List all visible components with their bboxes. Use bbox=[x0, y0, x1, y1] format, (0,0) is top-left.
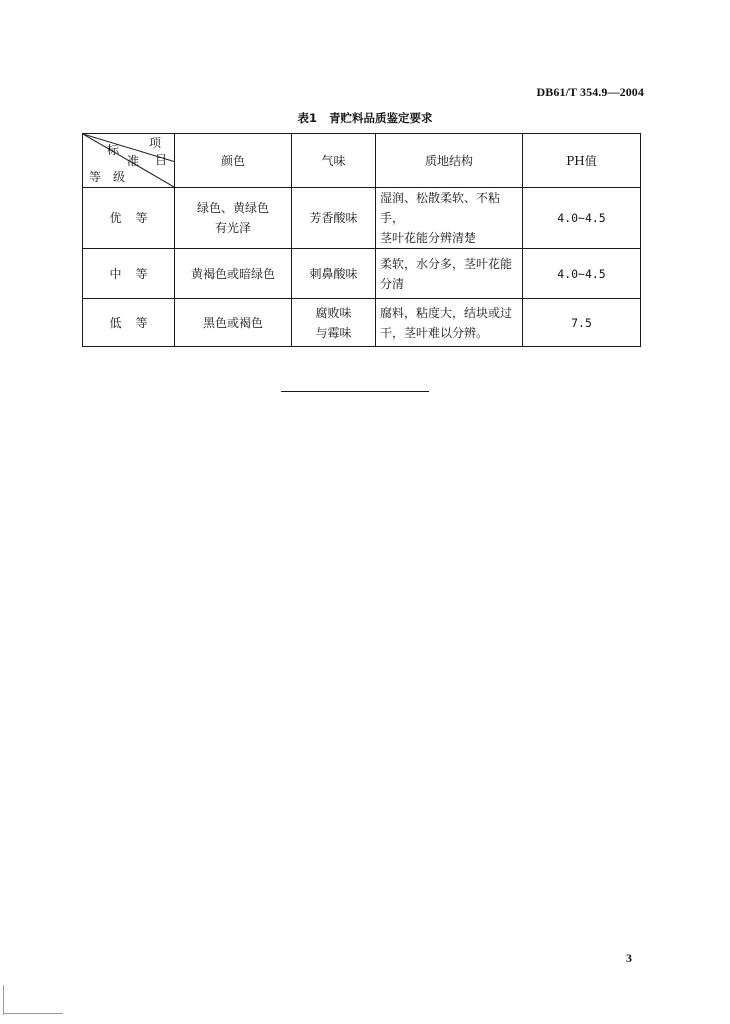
table-caption-number: 表1 bbox=[297, 111, 317, 125]
grade-cell bbox=[83, 249, 175, 299]
ph-cell: 7.5 bbox=[523, 299, 641, 347]
corner-grade-char-1: 等 bbox=[89, 170, 102, 184]
corner-item-char-1: 项 bbox=[149, 136, 162, 150]
smell-line: 与霉味 bbox=[315, 325, 352, 340]
corner-standard-char-1: 标 bbox=[107, 143, 120, 157]
table-caption-title: 青贮料品质鉴定要求 bbox=[329, 111, 433, 125]
ph-cell: 4.0~4.5 bbox=[523, 249, 641, 299]
texture-cell bbox=[376, 249, 523, 299]
color-line: 有光泽 bbox=[214, 221, 251, 235]
corner-grade-char-2: 级 bbox=[113, 170, 126, 184]
page-number: 3 bbox=[626, 951, 632, 965]
smell-cell bbox=[292, 249, 376, 299]
smell-line: 腐败味 bbox=[315, 305, 352, 320]
ph-cell: 4.0~4.5 bbox=[523, 188, 641, 249]
grade-cell bbox=[83, 188, 175, 249]
texture-line: 干，茎叶难以分辨。 bbox=[380, 325, 489, 340]
silage-quality-table bbox=[82, 133, 641, 347]
end-of-document-rule bbox=[281, 391, 429, 392]
table-row bbox=[83, 299, 641, 347]
grade-label: 优等 bbox=[109, 211, 162, 225]
corner-header-cell bbox=[83, 134, 175, 188]
texture-line: 茎叶花能分辨清楚 bbox=[380, 231, 477, 245]
column-header-ph: PH值 bbox=[523, 134, 641, 188]
document-code: DB61/T 354.9—2004 bbox=[536, 85, 644, 99]
smell-line: 刺鼻酸味 bbox=[309, 266, 358, 281]
scan-artifact bbox=[3, 985, 4, 1015]
grade-label: 中等 bbox=[109, 266, 162, 281]
texture-cell bbox=[376, 299, 523, 347]
texture-line: 分清 bbox=[380, 276, 405, 291]
corner-item-char-2: 目 bbox=[155, 153, 168, 167]
column-header-texture: 质地结构 bbox=[376, 134, 523, 188]
color-line: 黄褐色或暗绿色 bbox=[190, 266, 275, 281]
corner-standard-char-2: 准 bbox=[127, 154, 140, 168]
table-caption bbox=[0, 110, 730, 126]
table-header-row bbox=[83, 134, 641, 188]
column-header-smell: 气味 bbox=[292, 134, 376, 188]
color-line: 绿色、黄绿色 bbox=[196, 201, 269, 215]
column-header-color: 颜色 bbox=[175, 134, 292, 188]
scan-artifact bbox=[3, 1013, 63, 1014]
color-cell bbox=[175, 299, 292, 347]
grade-label: 低等 bbox=[109, 315, 162, 330]
texture-line: 湿润、松散柔软、不粘手， bbox=[380, 191, 501, 225]
texture-cell bbox=[376, 188, 523, 249]
smell-line: 芳香酸味 bbox=[309, 211, 358, 225]
color-line: 黑色或褐色 bbox=[202, 315, 263, 330]
table-row bbox=[83, 188, 641, 249]
color-cell bbox=[175, 188, 292, 249]
color-cell bbox=[175, 249, 292, 299]
texture-line: 柔软，水分多，茎叶花能 bbox=[380, 256, 513, 271]
smell-cell bbox=[292, 299, 376, 347]
texture-line: 腐料，粘度大，结块或过 bbox=[380, 305, 513, 320]
grade-cell bbox=[83, 299, 175, 347]
smell-cell bbox=[292, 188, 376, 249]
table-row bbox=[83, 249, 641, 299]
